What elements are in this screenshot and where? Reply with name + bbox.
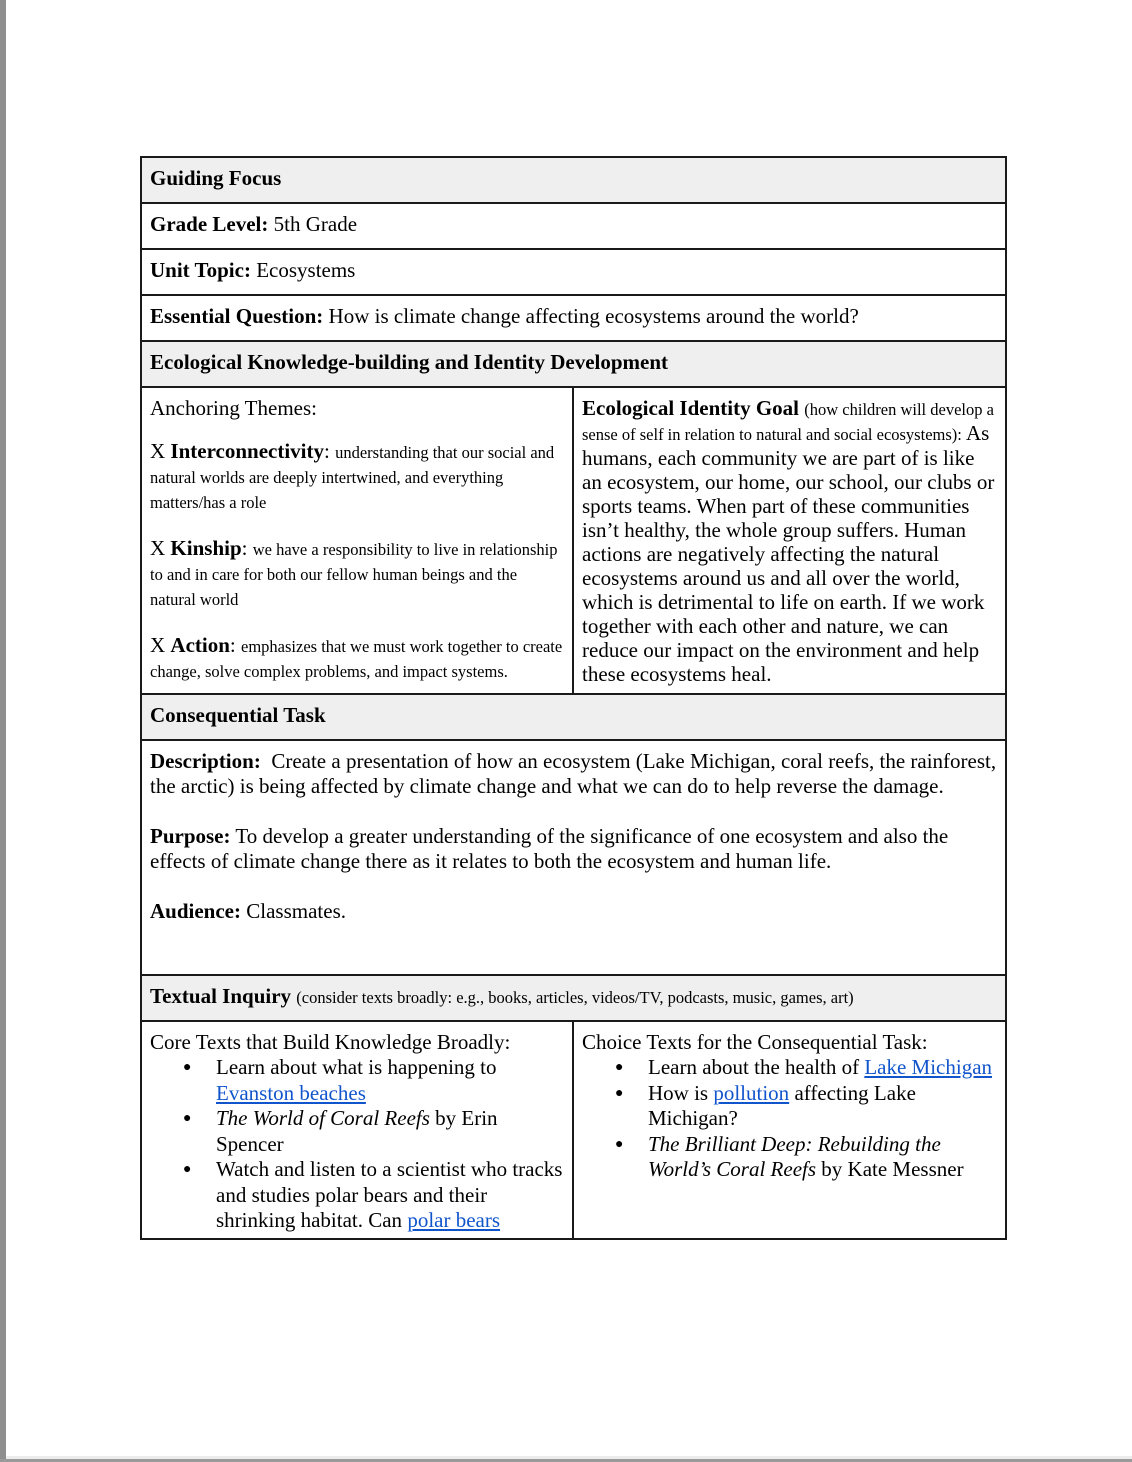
window-edge <box>0 0 6 1462</box>
essential-question-label: Essential Question: <box>150 304 324 328</box>
task-description-label: Description: <box>150 749 261 773</box>
theme-checkmark: X <box>150 536 166 560</box>
book-title: The Brilliant Deep: Rebuilding the World’s Coral Reefs <box>648 1131 941 1181</box>
textual-inquiry-note: (consider texts broadly: e.g., books, articles, videos/TV, podcasts, music, games, art) <box>296 988 854 1007</box>
consequential-task-row <box>141 740 1006 975</box>
theme-colon: : <box>241 536 248 560</box>
core-texts-list <box>150 1055 564 1234</box>
lake-michigan-link[interactable]: Lake Michigan <box>864 1055 993 1079</box>
identity-goal-note: (how children will develop a sense of self in relation to natural and social ecosystems): <box>582 400 994 444</box>
item-text: affecting Lake Michigan? <box>648 1080 916 1130</box>
item-text: by Erin Spencer <box>216 1106 498 1156</box>
identity-goal-label: Ecological Identity Goal <box>582 396 799 420</box>
grade-level-value: 5th Grade <box>273 212 358 236</box>
theme-name: Kinship <box>170 536 242 560</box>
consequential-task-header-row <box>141 694 1006 740</box>
consequential-task-cell <box>141 740 1006 975</box>
textual-inquiry-header-row <box>141 975 1006 1021</box>
consequential-task-header: Consequential Task <box>141 694 1006 740</box>
task-audience <box>150 899 997 924</box>
unit-topic-row <box>141 249 1006 295</box>
theme-colon: : <box>324 439 330 463</box>
ecological-header: Ecological Knowledge-building and Identity Development <box>141 341 1006 387</box>
list-item <box>648 1055 997 1081</box>
textual-inquiry-title: Textual Inquiry <box>150 984 292 1008</box>
grade-level-label: Grade Level: <box>150 212 269 236</box>
list-item <box>216 1157 564 1234</box>
anchoring-themes-title: Anchoring Themes: <box>150 396 317 420</box>
theme-checkmark: X <box>150 439 166 463</box>
essential-question-value: How is climate change affecting ecosystems around the world? <box>328 304 859 328</box>
ecological-content-row <box>141 387 1006 694</box>
ecological-header-row <box>141 341 1006 387</box>
identity-goal-text: As humans, each community we are part of is like an ecosystem, our home, our school, our clubs or sports teams. When part of these communities isn’t healthy, the whole group suffers. Human actions are negatively affecting the natural ecosystems around us and all over the world, which is detrimental to life on earth. If we work together with each other and nature, we can reduce our impact on the environment and help these ecosystems heal. <box>582 421 995 686</box>
theme-checkmark: X <box>150 633 166 657</box>
item-text: Learn about what is happening to <box>216 1055 497 1079</box>
theme-description: understanding that our social and natural worlds are deeply intertwined, and everything matters/has a role <box>150 443 555 512</box>
unit-topic-label: Unit Topic: <box>150 258 251 282</box>
pollution-link[interactable]: pollution <box>713 1080 790 1105</box>
essential-question-row <box>141 295 1006 341</box>
unit-topic-cell <box>141 249 1006 295</box>
polar-bears-link[interactable]: polar bears <box>407 1208 501 1232</box>
list-item <box>216 1106 564 1157</box>
grade-level-cell <box>141 203 1006 249</box>
theme-colon: : <box>229 633 236 657</box>
guiding-focus-row <box>141 157 1006 203</box>
anchoring-themes-cell <box>141 387 573 694</box>
essential-question-cell <box>141 295 1006 341</box>
task-purpose-value: To develop a greater understanding of the significance of one ecosystem and also the effects of climate change there as it relates to both the ecosystem and human life. <box>150 824 949 873</box>
theme-description: we have a responsibility to live in relationship to and in care for both our fellow human beings and the natural world <box>150 540 558 609</box>
task-description <box>150 749 997 799</box>
choice-texts-list <box>582 1055 997 1183</box>
book-title: The World of Coral Reefs <box>216 1106 430 1130</box>
choice-texts-title: Choice Texts for the Consequential Task: <box>582 1030 928 1054</box>
item-text: Watch and listen to a scientist who tracks and studies polar bears and their shrinking habitat. Can <box>216 1157 563 1232</box>
theme-name: Action <box>170 633 230 657</box>
theme-interconnectivity <box>150 439 564 514</box>
list-item <box>216 1055 564 1106</box>
task-description-value: Create a presentation of how an ecosystem (Lake Michigan, coral reefs, the rainforest, the arctic) is being affected by climate change and what we can do to help reverse the damage. <box>150 749 997 798</box>
choice-texts-cell <box>573 1021 1006 1239</box>
item-text: by Kate Messner <box>816 1157 964 1181</box>
unit-topic-value: Ecosystems <box>256 258 356 282</box>
lesson-plan-table <box>140 156 1007 1240</box>
identity-goal <box>582 396 997 686</box>
guiding-focus-header: Guiding Focus <box>141 157 1006 203</box>
theme-description: emphasizes that we must work together to create change, solve complex problems, and impact systems. <box>150 637 563 681</box>
task-audience-label: Audience: <box>150 899 241 923</box>
identity-goal-cell <box>573 387 1006 694</box>
core-texts-title: Core Texts that Build Knowledge Broadly: <box>150 1030 511 1054</box>
list-item <box>648 1132 997 1183</box>
evanston-beaches-link[interactable]: Evanston beaches <box>216 1080 366 1105</box>
task-purpose-label: Purpose: <box>150 824 231 848</box>
texts-row <box>141 1021 1006 1239</box>
core-texts-cell <box>141 1021 573 1239</box>
task-audience-value: Classmates. <box>246 899 346 923</box>
task-purpose <box>150 824 997 874</box>
theme-kinship <box>150 536 564 611</box>
item-text: Learn about the health of <box>648 1055 865 1079</box>
textual-inquiry-header <box>141 975 1006 1021</box>
grade-level-row <box>141 203 1006 249</box>
theme-action <box>150 633 564 683</box>
theme-name: Interconnectivity <box>170 439 325 463</box>
item-text: How is <box>648 1080 714 1105</box>
list-item <box>648 1081 997 1132</box>
